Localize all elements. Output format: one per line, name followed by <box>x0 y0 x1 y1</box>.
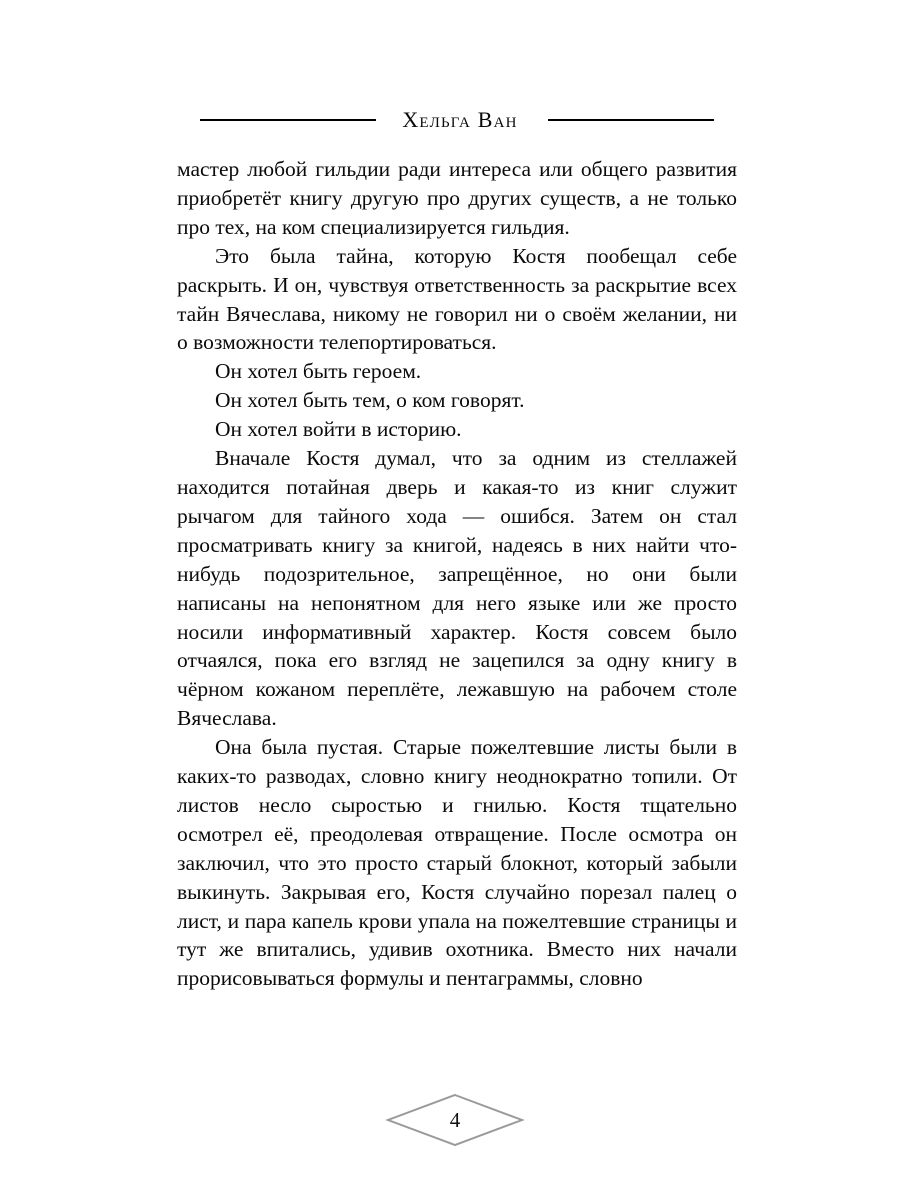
header-rule-right <box>548 119 714 121</box>
header-rule-left <box>200 119 376 121</box>
paragraph: мастер любой гильдии ради интереса или общего развития приобретёт книгу другую про других существ, а не только про тех, на ком специализируется гильдия. <box>177 157 737 239</box>
body-text <box>177 155 737 993</box>
running-head <box>177 100 737 140</box>
page-number: 4 <box>449 1107 461 1132</box>
page-title: Хельга Ван <box>402 107 518 132</box>
paragraph: Он хотел быть героем. <box>215 359 422 384</box>
paragraph: Это была тайна, которую Костя пообещал себе раскрыть. И он, чувствуя ответственность за раскрытие всех тайн Вячеслава, никому не говорил ни о своём желании, ни о возможности телепортироваться. <box>177 243 737 355</box>
paragraph: Он хотел войти в историю. <box>215 417 462 442</box>
paragraph: Она была пустая. Старые пожелтевшие листы были в каких-то разводах, словно книгу неоднократно топили. От листов несло сыростью и гнилью. Костя тщательно осмотрел её, преодолевая отвращение. После осмотра он заключил, что это просто старый блокнот, который забыли выкинуть. Закрывая его, Костя случайно порезал палец о лист, и пара капель крови упала на пожелтевшие страницы и тут же впитались, удивив охотника. Вместо них начали прорисовываться формулы и пентаграммы, словно <box>177 735 737 991</box>
paragraph: Он хотел быть тем, о ком говорят. <box>215 388 525 413</box>
paragraph: Вначале Костя думал, что за одним из стеллажей находится потайная дверь и какая-то из книг служит рычагом для тайного хода — ошибся. Затем он стал просматривать книгу за книгой, надеясь в них найти что-нибудь подозрительное, запрещённое, но они были написаны на непонятном для него языке или же просто носили информативный характер. Костя совсем было отчаялся, пока его взгляд не зацепился за одну книгу в чёрном кожаном переплёте, лежавшую на рабочем столе Вячеслава. <box>177 446 737 731</box>
folio <box>385 1093 525 1147</box>
